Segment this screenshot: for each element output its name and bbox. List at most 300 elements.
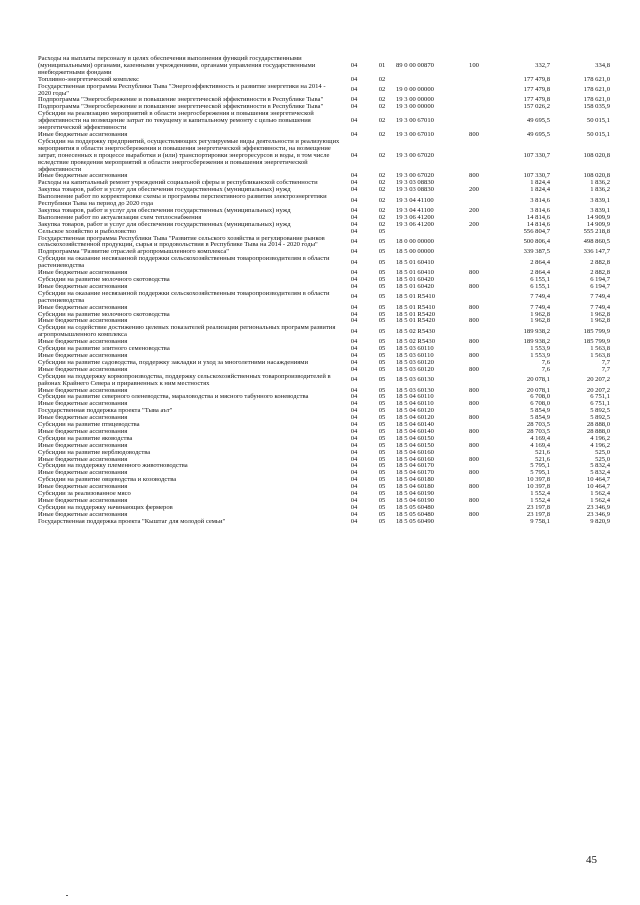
row-section: 04: [350, 327, 358, 335]
row-name: Субсидии на содействие достижению целевых показателей реализации региональных программ развития агропромышленного комплекса: [38, 324, 336, 339]
row-target-article: 89 0 00 00870: [396, 61, 434, 69]
row-target-article: 18 5 04 60190: [396, 490, 434, 498]
row-subsection: 05: [378, 227, 386, 235]
table-row: [38, 236, 610, 250]
table-row: [38, 111, 610, 132]
row-amount-year1: 5 854,9: [530, 407, 550, 415]
row-amount-year2: 555 218,8: [583, 227, 610, 235]
row-amount-year1: 6 708,0: [530, 393, 550, 401]
row-target-article: 19 3 00 67020: [396, 151, 434, 159]
row-amount-year2: 108 020,8: [583, 151, 610, 159]
row-amount-year2: 14 909,9: [586, 220, 610, 228]
row-amount-year2: 3 839,1: [590, 206, 610, 214]
row-expense-type: 800: [469, 441, 479, 449]
row-section: 04: [350, 117, 358, 125]
row-amount-year2: 2 882,8: [590, 269, 610, 277]
row-subsection: 05: [378, 282, 386, 290]
row-name: Иные бюджетные ассигнования: [38, 338, 128, 346]
row-target-article: 18 5 03 60130: [396, 376, 434, 384]
row-amount-year1: 189 938,2: [523, 338, 550, 346]
row-target-article: 19 3 00 00000: [396, 96, 434, 104]
row-target-article: 18 5 02 R5430: [396, 327, 436, 335]
row-amount-year2: 525,0: [595, 448, 610, 456]
row-amount-year2: 1 562,4: [590, 490, 610, 498]
row-amount-year2: 7,7: [601, 358, 610, 366]
row-target-article: 19 3 03 08830: [396, 179, 434, 187]
row-amount-year2: 1 962,8: [590, 310, 610, 318]
row-name: Подпрограмма "Энергосбережение и повышение энергетической эффективности в Республике Тыва": [38, 103, 324, 111]
row-name: Иные бюджетные ассигнования: [38, 351, 128, 359]
row-expense-type: 800: [469, 469, 479, 477]
row-name: Иные бюджетные ассигнования: [38, 427, 128, 435]
row-subsection: 01: [378, 61, 386, 69]
row-name: Субсидии на развитие молочного скотоводства: [38, 276, 170, 283]
row-name: Субсидии на развитие садоводства, поддержку закладки и уход за многолетними насаждениями: [38, 358, 308, 366]
row-name: Иные бюджетные ассигнования: [38, 400, 128, 408]
row-target-article: 18 5 04 60190: [396, 497, 434, 504]
row-amount-year2: 3 839,1: [590, 196, 610, 204]
row-expense-type: [460, 229, 488, 236]
row-target-article: 18 5 01 60410: [396, 269, 434, 277]
row-target-article: 18 5 02 R5430: [396, 338, 436, 346]
row-subsection: 05: [378, 483, 386, 491]
row-target-article: [396, 229, 460, 236]
row-target-article: 18 5 04 60180: [396, 476, 434, 484]
row-amount-year2: 6 751,1: [590, 393, 610, 401]
row-amount-year1: 1 553,9: [530, 351, 550, 359]
row-section: 04: [350, 220, 358, 228]
row-name: Государственная поддержка проекта "Тыва аът": [38, 407, 173, 415]
row-name: Государственная поддержка проекта "Кыштаг для молодой семьи": [38, 517, 226, 525]
row-subsection: 02: [378, 75, 386, 83]
row-subsection: 05: [378, 345, 386, 353]
row-target-article: 18 5 04 60180: [396, 483, 434, 491]
row-expense-type: [460, 97, 488, 104]
row-amount-year2: 10 464,7: [586, 476, 610, 484]
row-name: Выполнение работ по корректировке схемы и программы перспективного развития электроэнергетики Республики Тыва на период до 2020 года: [38, 193, 327, 208]
row-name: Подпрограмма "Энергосбережение и повышение энергетической эффективности в Республике Тыва": [38, 96, 324, 104]
row-expense-type: 800: [469, 455, 479, 463]
row-amount-year2: 20 207,2: [586, 376, 610, 384]
row-amount-year1: 7,6: [541, 365, 550, 373]
row-amount-year1: 7,6: [541, 358, 550, 366]
row-amount-year2: 28 888,0: [586, 427, 610, 435]
row-expense-type: [460, 236, 488, 250]
row-amount-year1: 339 387,5: [523, 248, 550, 256]
row-amount-year1: 20 078,1: [526, 376, 550, 384]
row-expense-type: 800: [469, 427, 479, 435]
row-subsection: 05: [378, 269, 386, 277]
row-name: Иные бюджетные ассигнования: [38, 441, 128, 449]
row-subsection: 05: [378, 510, 386, 518]
row-subsection: 02: [378, 96, 386, 104]
row-target-article: 18 5 01 R5410: [396, 293, 436, 301]
row-target-article: 18 5 04 60110: [396, 393, 434, 401]
row-amount-year2: 1 563,8: [590, 345, 610, 353]
row-amount-year2: 5 892,5: [590, 414, 610, 422]
row-target-article: 18 5 04 60140: [396, 421, 434, 429]
row-target-article: 18 5 01 60410: [396, 258, 434, 266]
row-amount-year2: 6 751,1: [590, 400, 610, 408]
row-amount-year1: 1 553,9: [530, 345, 550, 353]
row-target-article: 18 5 04 60140: [396, 427, 434, 435]
row-amount-year1: 9 758,1: [530, 517, 550, 525]
row-section: 04: [350, 393, 358, 401]
row-expense-type: 100: [469, 61, 479, 69]
row-amount-year1: 10 397,8: [526, 476, 550, 484]
row-expense-type: 800: [469, 386, 479, 394]
row-amount-year1: 5 795,1: [530, 462, 550, 470]
row-subsection: 05: [378, 258, 386, 266]
row-amount-year1: 23 197,8: [526, 510, 550, 518]
row-section: 04: [350, 103, 358, 111]
row-name: Иные бюджетные ассигнования: [38, 282, 128, 290]
row-subsection: 05: [378, 455, 386, 463]
row-name: Субсидии за реализованное мясо: [38, 490, 131, 498]
row-target-article: 18 5 03 60120: [396, 358, 434, 366]
row-name: Субсидии на развитие овцеводства и козоводства: [38, 476, 177, 484]
row-section: 04: [350, 365, 358, 373]
row-expense-type: [460, 256, 488, 270]
row-name: Субсидии на развитие молочного скотоводства: [38, 310, 170, 318]
row-amount-year1: 1 824,4: [530, 179, 550, 187]
row-name: Государственная программа Республики Тыва "Развитие сельского хозяйства и регулирование рынков сельскохозяйственной продукции, сырья и продовольствия в Республике Тыва на 2014 - 2020 годы": [38, 234, 325, 249]
row-section: 04: [350, 503, 358, 511]
row-amount-year1: 10 397,8: [526, 483, 550, 491]
row-expense-type: [460, 291, 488, 305]
row-amount-year2: 1 836,2: [590, 186, 610, 194]
row-target-article: 18 5 04 60110: [396, 400, 434, 408]
table-row: [38, 519, 610, 526]
row-name: Иные бюджетные ассигнования: [38, 269, 128, 277]
row-section: 04: [350, 469, 358, 477]
row-subsection: 05: [378, 407, 386, 415]
row-expense-type: [460, 111, 488, 132]
row-section: 04: [350, 441, 358, 449]
row-name: Иные бюджетные ассигнования: [38, 469, 128, 477]
row-amount-year1: 177 479,8: [523, 75, 550, 83]
row-target-article: 18 5 03 60130: [396, 386, 434, 394]
row-name: Иные бюджетные ассигнования: [38, 317, 128, 325]
row-section: 04: [350, 476, 358, 484]
table-row: [38, 374, 610, 388]
row-name: Субсидии на развитие птицеводства: [38, 421, 140, 429]
row-amount-year1: 177 479,8: [523, 96, 550, 104]
row-target-article: 18 5 04 60160: [396, 448, 434, 456]
row-name: Иные бюджетные ассигнования: [38, 172, 128, 180]
row-amount-year2: 2 882,8: [590, 258, 610, 266]
row-name: Субсидии на развитие верблюдоводства: [38, 448, 151, 456]
row-subsection: 05: [378, 421, 386, 429]
row-section: 04: [350, 317, 358, 325]
row-name: Выполнение работ по актуализации схем теплоснабжения: [38, 213, 202, 221]
row-amount-year1: 6 155,1: [530, 276, 550, 283]
table-row: [38, 139, 610, 174]
row-expense-type: 800: [469, 282, 479, 290]
row-expense-type: 800: [469, 351, 479, 359]
row-section: 04: [350, 179, 358, 187]
row-section: 04: [350, 386, 358, 394]
row-subsection: 05: [378, 293, 386, 301]
row-section: 04: [350, 86, 358, 94]
row-target-article: 18 5 01 R5420: [396, 310, 436, 318]
budget-table: [38, 56, 610, 526]
row-subsection: 05: [378, 393, 386, 401]
row-subsection: 05: [378, 365, 386, 373]
row-amount-year1: 49 695,5: [526, 130, 550, 138]
row-expense-type: [460, 84, 488, 98]
row-target-article: 19 3 06 41200: [396, 213, 434, 221]
row-section: 04: [350, 172, 358, 180]
row-subsection: 05: [378, 303, 386, 311]
row-target-article: 18 0 00 00000: [396, 238, 434, 246]
row-amount-year1: 332,7: [535, 61, 550, 69]
row-name: Иные бюджетные ассигнования: [38, 365, 128, 373]
row-amount-year2: 4 196,2: [590, 441, 610, 449]
row-section: 04: [350, 448, 358, 456]
row-amount-year2: 23 346,9: [586, 510, 610, 518]
row-subsection: 02: [378, 103, 386, 111]
row-amount-year1: 107 330,7: [523, 172, 550, 180]
row-section: 04: [350, 151, 358, 159]
row-expense-type: 800: [469, 414, 479, 422]
row-name: Иные бюджетные ассигнования: [38, 386, 128, 394]
row-section: 04: [350, 310, 358, 318]
row-amount-year2: 50 015,1: [586, 117, 610, 125]
row-target-article: 19 3 00 00000: [396, 103, 434, 111]
row-section: 04: [350, 510, 358, 518]
row-amount-year2: 4 196,2: [590, 434, 610, 442]
row-amount-year1: 5 795,1: [530, 469, 550, 477]
row-amount-year2: 10 464,7: [586, 483, 610, 491]
row-expense-type: 800: [469, 172, 479, 180]
row-amount-year2: 5 832,4: [590, 462, 610, 470]
row-section: 04: [350, 206, 358, 214]
row-expense-type: 200: [469, 206, 479, 214]
row-amount-year1: 7 749,4: [530, 303, 550, 311]
row-name: Субсидии на поддержку начинающих фермеров: [38, 503, 173, 511]
row-amount-year1: 1 552,4: [530, 497, 550, 504]
row-expense-type: [460, 325, 488, 339]
row-amount-year1: 6 155,1: [530, 282, 550, 290]
row-name: Субсидии на поддержку кормопроизводства, поддержку сельскохозяйственных товаропроизводителей в районах Крайнего Севера и приравненных к ним местностях: [38, 372, 331, 387]
row-target-article: 18 5 03 60110: [396, 345, 434, 353]
row-expense-type: [460, 249, 488, 256]
row-target-article: 18 5 03 60120: [396, 365, 434, 373]
row-amount-year1: 3 814,6: [530, 206, 550, 214]
row-amount-year1: 28 703,5: [526, 427, 550, 435]
budget-table-body: [38, 56, 610, 526]
row-name: Субсидии на развитие северного оленеводства, мараловодства и мясного табунного коневодства: [38, 393, 309, 401]
row-amount-year1: 28 703,5: [526, 421, 550, 429]
row-amount-year1: 157 026,2: [523, 103, 550, 111]
row-subsection: 02: [378, 151, 386, 159]
row-subsection: 05: [378, 310, 386, 318]
row-amount-year2: 7,7: [601, 365, 610, 373]
row-amount-year1: 14 814,6: [526, 220, 550, 228]
row-name: Расходы на капитальный ремонт учреждений социальной сферы и республиканской собственности: [38, 179, 318, 187]
row-amount-year2: 1 562,4: [590, 497, 610, 504]
row-target-article: 18 5 01 R5420: [396, 317, 436, 325]
row-amount-year1: 2 864,4: [530, 258, 550, 266]
row-subsection: 05: [378, 434, 386, 442]
row-amount-year1: 556 804,7: [523, 227, 550, 235]
row-section: 04: [350, 227, 358, 235]
row-amount-year2: 336 147,7: [583, 248, 610, 256]
row-amount-year2: 178 621,0: [583, 96, 610, 104]
row-subsection: 02: [378, 86, 386, 94]
row-expense-type: 800: [469, 303, 479, 311]
row-section: 04: [350, 345, 358, 353]
row-expense-type: [460, 374, 488, 388]
row-amount-year2: 9 820,9: [590, 517, 610, 525]
row-subsection: 05: [378, 448, 386, 456]
row-subsection: 05: [378, 400, 386, 408]
scan-mark: [66, 895, 68, 896]
row-amount-year2: 498 860,5: [583, 238, 610, 246]
row-section: 04: [350, 196, 358, 204]
row-section: 04: [350, 269, 358, 277]
row-name: Субсидии на поддержку предприятий, осуществляющих регулируемые виды деятельности и реализующих мероприятия в области энергосбережения и повышения энергетической эффективности, на возмещение затрат, понесенных в процессе выработки и (или) транспортировки энергоресурсов и воды, в том числе вследствие проведения мероприятий в области энергосбережения и повышения энергетической эффективности: [38, 137, 340, 173]
row-amount-year1: 1 824,4: [530, 186, 550, 194]
row-amount-year1: 189 938,2: [523, 327, 550, 335]
row-target-article: 19 3 06 41200: [396, 220, 434, 228]
row-target-article: 18 5 04 60150: [396, 441, 434, 449]
row-section: 04: [350, 490, 358, 498]
row-target-article: 18 5 04 60170: [396, 462, 434, 470]
row-expense-type: [460, 139, 488, 174]
row-subsection: 02: [378, 186, 386, 194]
row-subsection: 05: [378, 427, 386, 435]
row-subsection: 02: [378, 179, 386, 187]
row-target-article: 18 5 03 60110: [396, 351, 434, 359]
row-target-article: 18 5 04 60120: [396, 407, 434, 415]
row-name: Иные бюджетные ассигнования: [38, 414, 128, 422]
row-section: 04: [350, 61, 358, 69]
row-target-article: [396, 77, 460, 84]
row-name: Подпрограмма "Развитие отраслей агропромышленного комплекса": [38, 248, 229, 256]
row-target-article: 19 3 04 41100: [396, 206, 434, 214]
row-amount-year1: 107 330,7: [523, 151, 550, 159]
row-section: 04: [350, 414, 358, 422]
row-name: Субсидии на оказание несвязанной поддержки сельскохозяйственным товаропроизводителям в области растениеводства: [38, 255, 330, 270]
row-section: 04: [350, 517, 358, 525]
row-amount-year1: 1 962,8: [530, 310, 550, 318]
row-subsection: 02: [378, 206, 386, 214]
row-target-article: 18 5 05 60490: [396, 517, 434, 525]
row-amount-year1: 4 169,4: [530, 434, 550, 442]
row-subsection: 05: [378, 327, 386, 335]
row-section: 04: [350, 186, 358, 194]
row-section: 04: [350, 427, 358, 435]
row-section: 04: [350, 351, 358, 359]
row-amount-year2: 5 892,5: [590, 407, 610, 415]
row-amount-year2: 28 888,0: [586, 421, 610, 429]
row-amount-year2: 1 836,2: [590, 179, 610, 187]
row-expense-type: [460, 519, 488, 526]
row-target-article: 18 5 05 60480: [396, 503, 434, 511]
row-amount-year1: 49 695,5: [526, 117, 550, 125]
row-amount-year2: 525,0: [595, 455, 610, 463]
row-section: 04: [350, 276, 358, 283]
row-expense-type: 800: [469, 130, 479, 138]
row-name: Субсидии на оказание несвязанной поддержки сельскохозяйственным товаропроизводителям в области растениеводства: [38, 289, 330, 304]
row-amount-year1: 5 854,9: [530, 414, 550, 422]
row-amount-year2: 7 749,4: [590, 293, 610, 301]
row-amount-year1: 500 806,4: [523, 238, 550, 246]
row-section: 04: [350, 376, 358, 384]
row-section: 04: [350, 75, 358, 83]
row-amount-year1: 521,6: [535, 448, 550, 456]
row-section: 04: [350, 213, 358, 221]
row-subsection: 02: [378, 213, 386, 221]
row-subsection: 05: [378, 462, 386, 470]
row-section: 04: [350, 248, 358, 256]
row-expense-type: 800: [469, 483, 479, 491]
row-expense-type: 200: [469, 220, 479, 228]
table-row: [38, 84, 610, 98]
row-amount-year2: 178 621,0: [583, 86, 610, 94]
row-amount-year2: 1 563,8: [590, 351, 610, 359]
row-subsection: 05: [378, 517, 386, 525]
row-amount-year2: 7 749,4: [590, 303, 610, 311]
row-target-article: 19 3 03 08830: [396, 186, 434, 194]
row-section: 04: [350, 96, 358, 104]
table-row: [38, 256, 610, 270]
row-target-article: 18 5 04 60160: [396, 455, 434, 463]
row-subsection: 05: [378, 317, 386, 325]
row-amount-year2: 14 909,9: [586, 213, 610, 221]
row-amount-year2: 1 962,8: [590, 317, 610, 325]
row-amount-year1: 23 197,8: [526, 503, 550, 511]
row-name: Закупка товаров, работ и услуг для обеспечения государственных (муниципальных) нужд: [38, 206, 291, 214]
row-expense-type: 800: [469, 269, 479, 277]
row-section: 04: [350, 421, 358, 429]
row-section: 04: [350, 434, 358, 442]
row-amount-year1: 2 864,4: [530, 269, 550, 277]
row-target-article: 18 5 01 60420: [396, 276, 434, 283]
row-name: Сельское хозяйство и рыболовство: [38, 227, 137, 235]
row-section: 04: [350, 282, 358, 290]
row-name: Топливно-энергетический комплекс: [38, 75, 140, 83]
row-amount-year2: 158 035,9: [583, 103, 610, 111]
row-section: 04: [350, 497, 358, 504]
row-section: 04: [350, 407, 358, 415]
row-subsection: 05: [378, 276, 386, 283]
row-target-article: 19 3 04 41100: [396, 196, 434, 204]
row-section: 04: [350, 238, 358, 246]
row-subsection: 05: [378, 386, 386, 394]
row-expense-type: 800: [469, 317, 479, 325]
page-number: 45: [586, 854, 597, 866]
row-target-article: 18 5 00 00000: [396, 248, 434, 256]
row-amount-year2: 178 621,0: [583, 75, 610, 83]
row-name: Закупка товаров, работ и услуг для обеспечения государственных (муниципальных) нужд: [38, 186, 291, 194]
row-target-article: 18 5 01 R5410: [396, 303, 436, 311]
row-name: Субсидии на поддержку племенного животноводства: [38, 462, 188, 470]
row-target-article: 18 5 04 60150: [396, 434, 434, 442]
row-amount-year2: 23 346,9: [586, 503, 610, 511]
row-expense-type: 800: [469, 510, 479, 518]
row-target-article: 18 5 01 60420: [396, 282, 434, 290]
row-amount-year2: 50 015,1: [586, 130, 610, 138]
row-name: Иные бюджетные ассигнования: [38, 483, 128, 491]
row-name: Субсидии на реализацию мероприятий в области энергосбережения и повышения энергетической эффективности на возмещение затрат по текущему и капитальному ремонту с целью повышения энергетической эффективности: [38, 110, 314, 132]
row-subsection: 05: [378, 414, 386, 422]
row-name: Расходы на выплаты персоналу в целях обеспечения выполнения функций государственными (муниципальными) органами, казенными учреждениями, органами управления государственными внебюджетными фондами: [38, 55, 316, 76]
row-expense-type: 200: [469, 186, 479, 194]
row-section: 04: [350, 303, 358, 311]
